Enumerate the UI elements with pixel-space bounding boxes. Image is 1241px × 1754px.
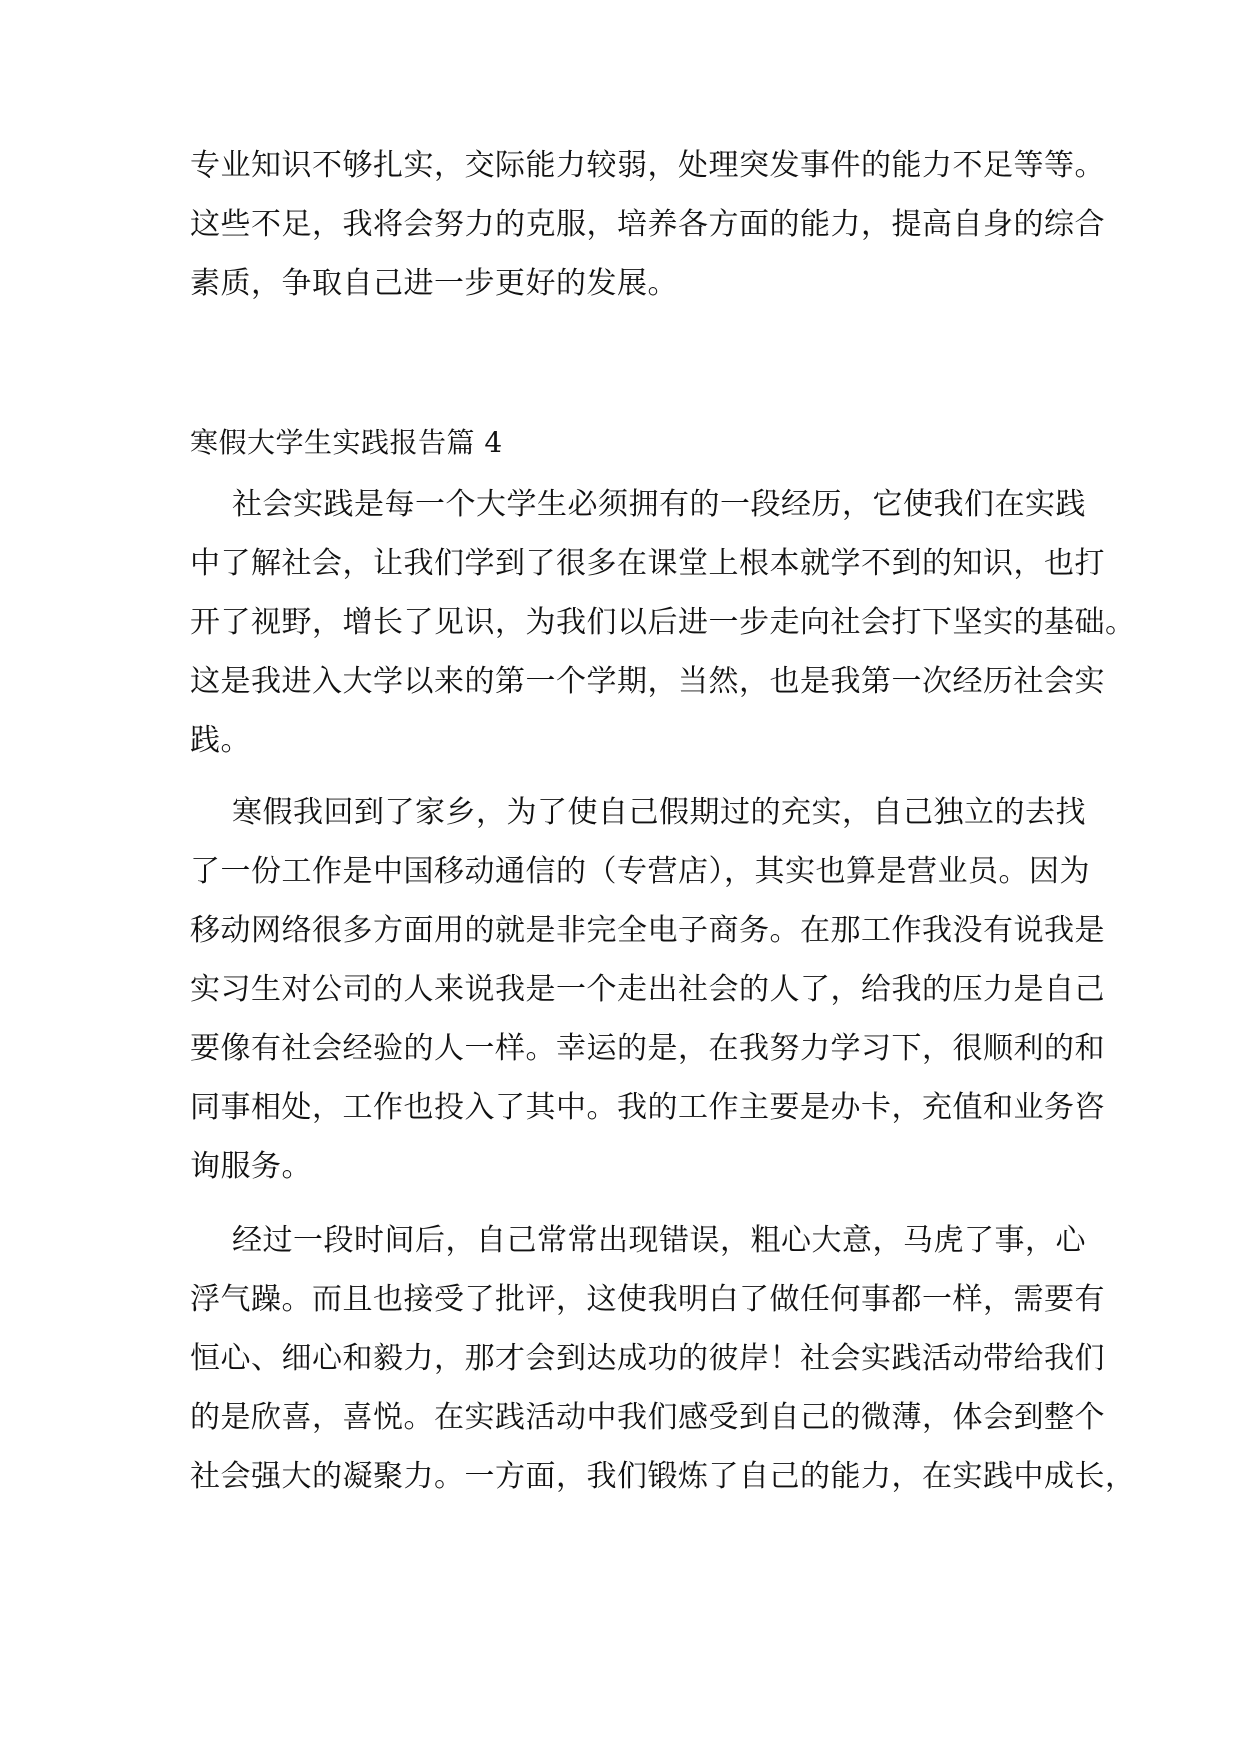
paragraph-2-line: 寒假我回到了家乡，为了使自己假期过的充实，自己独立的去找 xyxy=(232,795,1086,830)
paragraph-3-line: 浮气躁。而且也接受了批评，这使我明白了做任何事都一样，需要有 xyxy=(190,1282,1105,1317)
paragraph-2-line: 了一份工作是中国移动通信的（专营店），其实也算是营业员。因为 xyxy=(190,854,1090,889)
paragraph-1-line: 社会实践是每一个大学生必须拥有的一段经历，它使我们在实践 xyxy=(232,487,1086,522)
paragraph-3-line: 恒心、细心和毅力，那才会到达成功的彼岸！社会实践活动带给我们 xyxy=(190,1341,1105,1376)
paragraph-3-line: 经过一段时间后，自己常常出现错误，粗心大意，马虎了事，心 xyxy=(232,1223,1086,1258)
paragraph-3-line: 社会强大的凝聚力。一方面，我们锻炼了自己的能力，在实践中成长， xyxy=(190,1459,1136,1494)
section-title: 寒假大学生实践报告篇 4 xyxy=(190,426,503,459)
paragraph-1-line: 这是我进入大学以来的第一个学期，当然，也是我第一次经历社会实 xyxy=(190,664,1105,699)
paragraph-3-line: 的是欣喜，喜悦。在实践活动中我们感受到自己的微薄，体会到整个 xyxy=(190,1400,1105,1435)
intro-line: 这些不足，我将会努力的克服，培养各方面的能力，提高自身的综合 xyxy=(190,207,1105,242)
paragraph-1-line: 开了视野，增长了见识，为我们以后进一步走向社会打下坚实的基础。 xyxy=(190,605,1136,640)
paragraph-1-line: 中了解社会，让我们学到了很多在课堂上根本就学不到的知识，也打 xyxy=(190,546,1105,581)
paragraph-2-line: 询服务。 xyxy=(190,1149,312,1184)
intro-line: 素质，争取自己进一步更好的发展。 xyxy=(190,266,678,301)
paragraph-2-line: 移动网络很多方面用的就是非完全电子商务。在那工作我没有说我是 xyxy=(190,913,1105,948)
paragraph-2-line: 同事相处，工作也投入了其中。我的工作主要是办卡，充值和业务咨 xyxy=(190,1090,1105,1125)
paragraph-2-line: 要像有社会经验的人一样。幸运的是，在我努力学习下，很顺利的和 xyxy=(190,1031,1105,1066)
intro-line: 专业知识不够扎实，交际能力较弱，处理突发事件的能力不足等等。 xyxy=(190,148,1105,183)
paragraph-1-line: 践。 xyxy=(190,723,251,758)
paragraph-2-line: 实习生对公司的人来说我是一个走出社会的人了，给我的压力是自己 xyxy=(190,972,1105,1007)
